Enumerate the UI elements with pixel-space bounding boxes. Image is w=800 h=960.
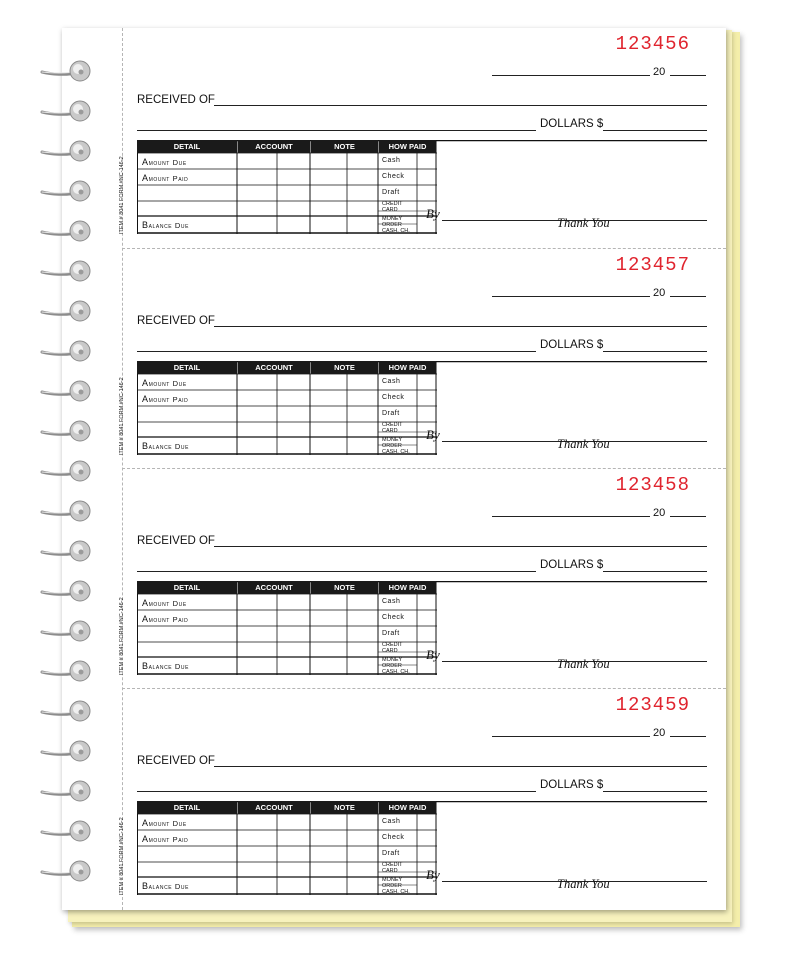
- form-code: ITEM # 8041 FORM #NC-146-2: [119, 377, 125, 455]
- payment-cash: Cash: [382, 157, 401, 164]
- header-account: ACCOUNT: [238, 801, 310, 814]
- payment-draft: Draft: [382, 850, 400, 857]
- row-balance-due: Balance Due: [142, 881, 190, 891]
- spiral-ring: [40, 618, 94, 644]
- header-detail: DETAIL: [137, 140, 237, 153]
- dollars-field[interactable]: [603, 130, 707, 131]
- header-account: ACCOUNT: [238, 140, 310, 153]
- thank-you-text: Thank You: [557, 657, 610, 671]
- row-amount-due: Amount Due: [142, 598, 187, 608]
- spiral-ring: [40, 258, 94, 284]
- amount-words-field[interactable]: [137, 571, 536, 572]
- payment-cash: Cash: [382, 818, 401, 825]
- date-line[interactable]: [492, 75, 650, 76]
- header-how-paid: HOW PAID: [379, 581, 436, 594]
- receipt-number: 123458: [615, 474, 690, 496]
- payment-draft: Draft: [382, 189, 400, 196]
- form-code: ITEM # 8041 FORM #NC-146-2: [119, 817, 125, 895]
- dollars-field[interactable]: [603, 791, 707, 792]
- spiral-ring: [40, 58, 94, 84]
- dollars-label: DOLLARS $: [540, 779, 604, 791]
- dollars-label: DOLLARS $: [540, 118, 604, 130]
- amount-words-field[interactable]: [137, 130, 536, 131]
- date-year-label: 20: [653, 66, 666, 78]
- form-code: ITEM # 8041 FORM #NC-146-2: [119, 597, 125, 675]
- dollars-label: DOLLARS $: [540, 559, 604, 571]
- header-how-paid: HOW PAID: [379, 801, 436, 814]
- header-note: NOTE: [311, 361, 378, 374]
- spiral-ring: [40, 98, 94, 124]
- header-detail: DETAIL: [137, 581, 237, 594]
- form-code: ITEM # 8041 FORM #NC-146-2: [119, 156, 125, 234]
- header-account: ACCOUNT: [238, 361, 310, 374]
- spiral-ring: [40, 578, 94, 604]
- receipt-number: 123456: [615, 33, 690, 55]
- header-account: ACCOUNT: [238, 581, 310, 594]
- received-of-field[interactable]: [214, 546, 707, 547]
- payment-credit-card: CREDIT CARD: [382, 201, 403, 213]
- row-amount-due: Amount Due: [142, 157, 187, 167]
- received-of-field[interactable]: [214, 326, 707, 327]
- payment-money-order: MONEY ORDER CASH. CH.: [382, 657, 410, 675]
- receipt: [119, 248, 726, 469]
- header-note: NOTE: [311, 581, 378, 594]
- receipt-number: 123459: [615, 694, 690, 716]
- thank-you-text: Thank You: [557, 437, 610, 451]
- row-amount-paid: Amount Paid: [142, 834, 189, 844]
- spiral-ring: [40, 338, 94, 364]
- spiral-ring: [40, 858, 94, 884]
- date-year-label: 20: [653, 287, 666, 299]
- date-year-line[interactable]: [670, 75, 706, 76]
- payment-check: Check: [382, 173, 405, 180]
- spiral-ring: [40, 298, 94, 324]
- receipt: [119, 28, 726, 248]
- date-year-label: 20: [653, 727, 666, 739]
- spiral-ring: [40, 498, 94, 524]
- header-detail: DETAIL: [137, 801, 237, 814]
- payment-check: Check: [382, 834, 405, 841]
- payment-check: Check: [382, 614, 405, 621]
- payment-money-order: MONEY ORDER CASH. CH.: [382, 216, 410, 234]
- spiral-ring: [40, 818, 94, 844]
- spiral-ring: [40, 178, 94, 204]
- row-amount-paid: Amount Paid: [142, 614, 189, 624]
- thank-you-text: Thank You: [557, 877, 610, 891]
- header-how-paid: HOW PAID: [379, 140, 436, 153]
- row-amount-paid: Amount Paid: [142, 173, 189, 183]
- row-balance-due: Balance Due: [142, 661, 190, 671]
- row-amount-due: Amount Due: [142, 818, 187, 828]
- row-amount-paid: Amount Paid: [142, 394, 189, 404]
- received-of-label: RECEIVED OF: [137, 94, 215, 106]
- receipt-number: 123457: [615, 254, 690, 276]
- payment-draft: Draft: [382, 630, 400, 637]
- dollars-label: DOLLARS $: [540, 339, 604, 351]
- spiral-ring: [40, 378, 94, 404]
- received-of-field[interactable]: [214, 105, 707, 106]
- header-note: NOTE: [311, 140, 378, 153]
- row-balance-due: Balance Due: [142, 441, 190, 451]
- payment-money-order: MONEY ORDER CASH. CH.: [382, 437, 410, 455]
- spiral-ring: [40, 738, 94, 764]
- thank-you-text: Thank You: [557, 216, 610, 230]
- date-year-line[interactable]: [670, 736, 706, 737]
- date-year-line[interactable]: [670, 296, 706, 297]
- spiral-ring: [40, 778, 94, 804]
- payment-cash: Cash: [382, 378, 401, 385]
- header-detail: DETAIL: [137, 361, 237, 374]
- received-of-label: RECEIVED OF: [137, 755, 215, 767]
- receipt: [119, 468, 726, 689]
- header-note: NOTE: [311, 801, 378, 814]
- payment-money-order: MONEY ORDER CASH. CH.: [382, 877, 410, 895]
- dollars-field[interactable]: [603, 571, 707, 572]
- payment-credit-card: CREDIT CARD: [382, 642, 403, 654]
- payment-credit-card: CREDIT CARD: [382, 862, 403, 874]
- received-of-label: RECEIVED OF: [137, 315, 215, 327]
- spiral-ring: [40, 418, 94, 444]
- spiral-ring: [40, 218, 94, 244]
- amount-words-field[interactable]: [137, 351, 536, 352]
- spiral-ring: [40, 698, 94, 724]
- spiral-ring: [40, 658, 94, 684]
- payment-credit-card: CREDIT CARD: [382, 422, 403, 434]
- date-line[interactable]: [492, 516, 650, 517]
- date-line[interactable]: [492, 736, 650, 737]
- receipt: [119, 688, 726, 909]
- by-label: By: [426, 867, 440, 882]
- date-year-line[interactable]: [670, 516, 706, 517]
- spiral-ring: [40, 138, 94, 164]
- row-amount-due: Amount Due: [142, 378, 187, 388]
- received-of-label: RECEIVED OF: [137, 535, 215, 547]
- payment-draft: Draft: [382, 410, 400, 417]
- received-of-field[interactable]: [214, 766, 707, 767]
- by-label: By: [426, 427, 440, 442]
- date-year-label: 20: [653, 507, 666, 519]
- dollars-field[interactable]: [603, 351, 707, 352]
- spiral-ring: [40, 538, 94, 564]
- date-line[interactable]: [492, 296, 650, 297]
- payment-cash: Cash: [382, 598, 401, 605]
- payment-check: Check: [382, 394, 405, 401]
- by-label: By: [426, 206, 440, 221]
- header-how-paid: HOW PAID: [379, 361, 436, 374]
- by-label: By: [426, 647, 440, 662]
- row-balance-due: Balance Due: [142, 220, 190, 230]
- spiral-ring: [40, 458, 94, 484]
- amount-words-field[interactable]: [137, 791, 536, 792]
